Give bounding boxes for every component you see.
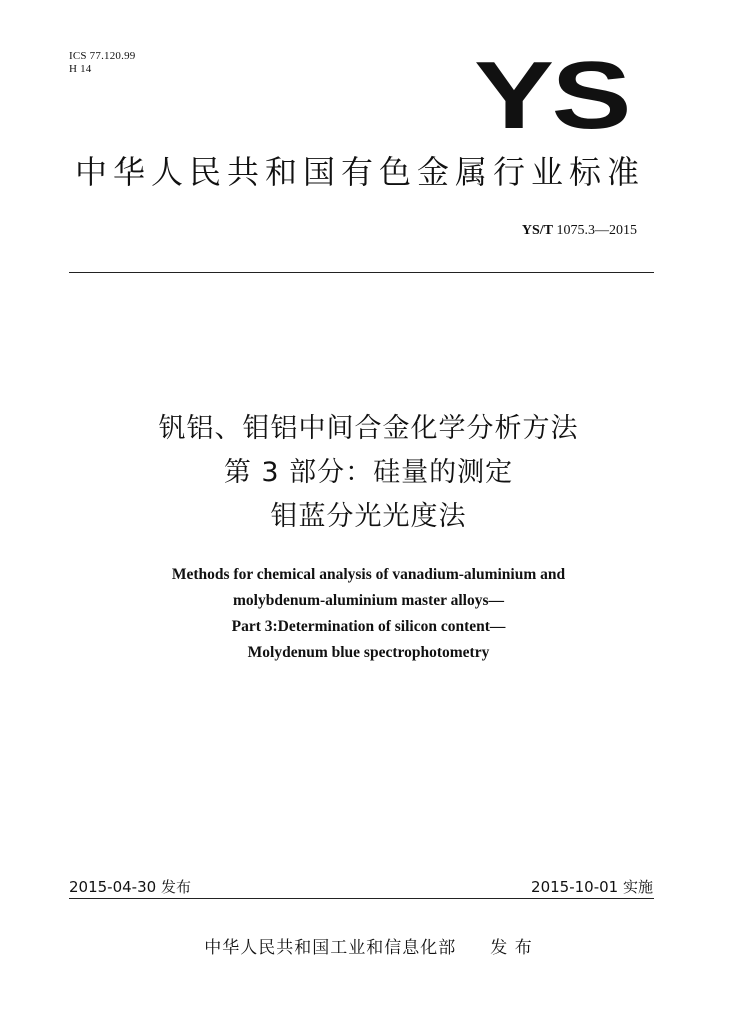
- english-title: [0, 562, 737, 666]
- chinese-title-line-1: 钒铝、钼铝中间合金化学分析方法: [158, 413, 579, 444]
- english-title-line-4: Molydenum blue spectrophotometry: [247, 644, 490, 661]
- publisher-action: 发 布: [490, 938, 533, 958]
- top-divider: [69, 272, 654, 273]
- chinese-title: [0, 407, 737, 539]
- english-title-line-3: Part 3:Determination of silicon content—: [231, 618, 506, 635]
- implementation-date: 2015-10-01 实施: [531, 878, 653, 896]
- publisher-name: 中华人民共和国工业和信息化部: [204, 938, 457, 958]
- standard-prefix: YS/T: [521, 223, 553, 238]
- organization-title: 中华人民共和国有色金属行业标准: [75, 153, 646, 191]
- ics-code: ICS 77.120.99: [69, 50, 136, 62]
- chinese-title-line-3: 钼蓝分光光度法: [270, 501, 467, 532]
- ccs-code: H 14: [69, 63, 92, 75]
- issue-date: 2015-04-30 发布: [69, 878, 191, 896]
- chinese-title-line-2: 第 3 部分：硅量的测定: [223, 457, 514, 488]
- standard-number: [522, 223, 637, 239]
- standard-number-value: 1075.3—2015: [556, 223, 637, 238]
- english-title-line-1: Methods for chemical analysis of vanadium-aluminium and: [171, 566, 566, 583]
- bottom-divider: [69, 898, 654, 899]
- publisher-line: [0, 933, 737, 958]
- ys-logo: YS: [474, 42, 630, 149]
- english-title-line-2: molybdenum-aluminium master alloys—: [233, 592, 504, 609]
- classification-codes: [69, 50, 135, 76]
